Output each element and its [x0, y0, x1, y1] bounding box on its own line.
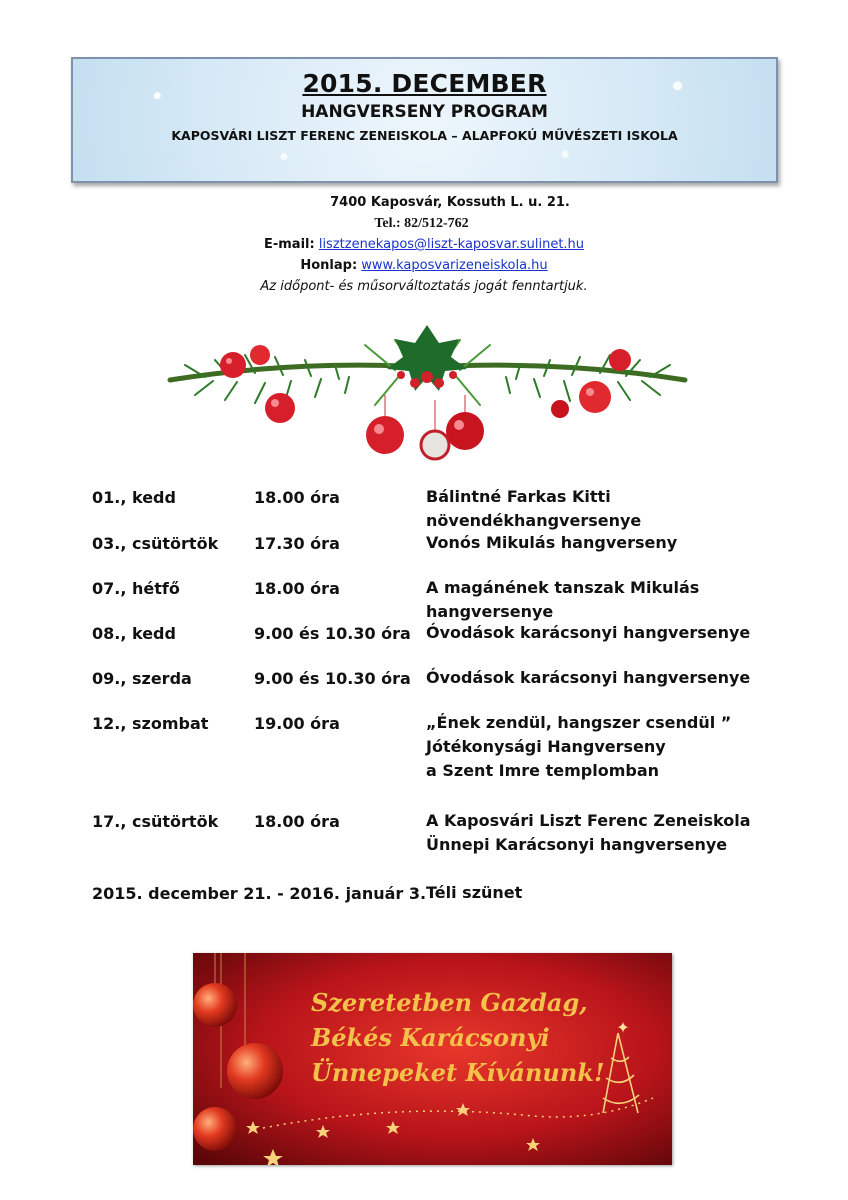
- event-line: Bálintné Farkas Kitti növendékhangversenye: [426, 487, 642, 530]
- event-line: A magánének tanszak Mikulás hangversenye: [426, 578, 700, 621]
- program-event: [426, 531, 677, 555]
- event-line: Ünnepi Karácsonyi hangversenye: [426, 835, 728, 854]
- program-time: 9.00 és 10.30 óra: [254, 669, 411, 688]
- header-box: [71, 57, 778, 183]
- program-event: [426, 809, 751, 857]
- program-time: 19.00 óra: [254, 714, 340, 733]
- program-time: 17.30 óra: [254, 534, 340, 553]
- concert-program: [92, 488, 812, 914]
- program-day: 07., hétfő: [92, 579, 180, 598]
- program-row-5: [92, 669, 812, 714]
- web-link[interactable]: www.kaposvarizeneiskola.hu: [361, 258, 548, 273]
- event-line: „Ének zendül, hangszer csendül ”: [426, 713, 732, 732]
- email-line: [0, 234, 848, 255]
- holiday-row: [92, 884, 812, 914]
- program-day: 01., kedd: [92, 488, 176, 507]
- program-event: [426, 711, 731, 783]
- telephone: Tel.: 82/512-762: [374, 216, 469, 231]
- program-event: [426, 621, 750, 645]
- event-line: a Szent Imre templomban: [426, 761, 660, 780]
- program-day: 12., szombat: [92, 714, 209, 733]
- program-day: 09., szerda: [92, 669, 192, 688]
- program-day: 03., csütörtök: [92, 534, 219, 553]
- event-line: Vonós Mikulás hangverseny: [426, 533, 678, 552]
- event-line: Óvodások karácsonyi hangversenye: [426, 668, 751, 687]
- program-time: 18.00 óra: [254, 579, 340, 598]
- event-line: Jótékonysági Hangverseny: [426, 737, 666, 756]
- page-title: 2015. DECEMBER: [302, 69, 547, 98]
- school-name: KAPOSVÁRI LISZT FERENC ZENEISKOLA – ALAPFOKÚ MŰVÉSZETI ISKOLA: [171, 128, 678, 143]
- web-line: [0, 255, 848, 276]
- program-event: [426, 576, 812, 624]
- event-line: A Kaposvári Liszt Ferenc Zeneiskola: [426, 811, 751, 830]
- email-label: E-mail:: [263, 237, 315, 252]
- program-row-4: [92, 624, 812, 669]
- program-time: 18.00 óra: [254, 812, 340, 831]
- holiday-label: Téli szünet: [426, 883, 523, 902]
- disclaimer-note: Az időpont- és műsorváltoztatás jogát fenntartjuk.: [260, 279, 588, 294]
- program-event: [426, 666, 750, 690]
- banner-line-2: Békés Karácsonyi: [311, 1023, 550, 1052]
- program-time: 18.00 óra: [254, 488, 340, 507]
- holiday-period: 2015. december 21. - 2016. január 3.: [92, 884, 427, 903]
- banner-line-1: Szeretetben Gazdag,: [311, 988, 588, 1017]
- web-label: Honlap:: [300, 258, 358, 273]
- page-subtitle: HANGVERSENY PROGRAM: [301, 102, 548, 122]
- svg-text:✦: ✦: [616, 1018, 630, 1037]
- contact-block: [0, 192, 848, 297]
- program-event: [426, 485, 812, 533]
- program-row-2: [92, 534, 812, 579]
- program-row-6: [92, 714, 812, 812]
- banner-line-3: Ünnepeket Kívánunk!: [311, 1058, 605, 1087]
- program-day: 08., kedd: [92, 624, 176, 643]
- address: 7400 Kaposvár, Kossuth L. u. 21.: [330, 195, 570, 210]
- program-row-7: [92, 812, 812, 884]
- event-line: Óvodások karácsonyi hangversenye: [426, 623, 751, 642]
- program-row-1: [92, 488, 812, 534]
- christmas-garland-image: [165, 305, 690, 465]
- christmas-greeting-banner: [193, 953, 672, 1165]
- program-row-3: [92, 579, 812, 624]
- program-time: 9.00 és 10.30 óra: [254, 624, 411, 643]
- program-day: 17., csütörtök: [92, 812, 219, 831]
- email-link[interactable]: lisztzenekapos@liszt-kaposvar.sulinet.hu: [318, 237, 585, 252]
